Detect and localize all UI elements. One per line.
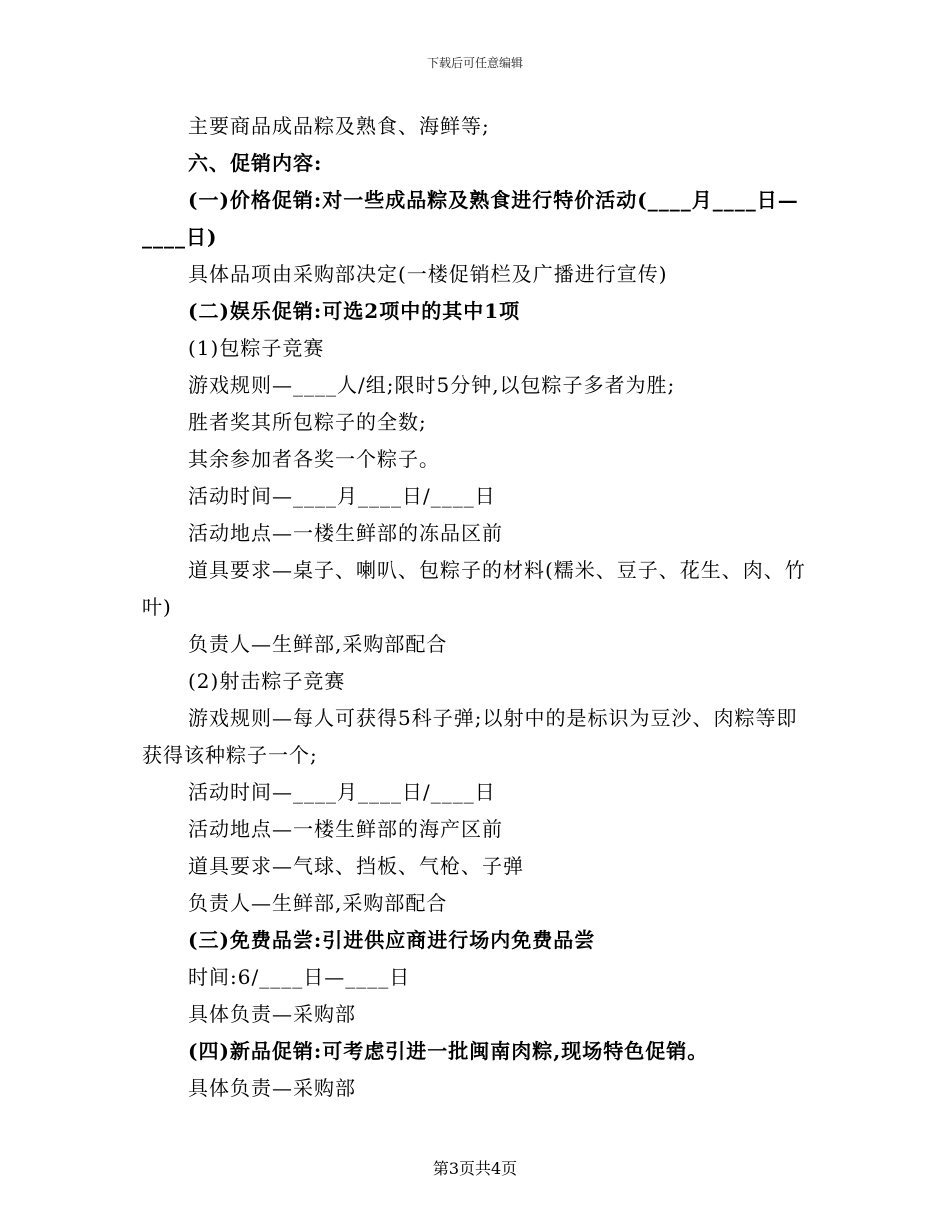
paragraph-event-location-1: 活动地点—一楼生鲜部的冻品区前 (188, 521, 503, 545)
paragraph-event-time-2: 活动时间—____月____日/____日 (188, 780, 496, 804)
paragraph-price-items: 具体品项由采购部决定(一楼促销栏及广播进行宣传) (188, 262, 668, 286)
section-heading-promo-content: 六、促销内容: (188, 151, 323, 175)
document-body (142, 108, 812, 1107)
paragraph-event-time-1: 活动时间—____月____日/____日 (188, 484, 496, 508)
item-zongzi-contest: (1)包粽子竞赛 (188, 336, 325, 360)
paragraph-1: 主要商品成品粽及熟食、海鲜等; (188, 114, 490, 138)
subsection-price-promo: (一)价格促销:对一些成品粽及熟食进行特价活动(____月____日—____日) (142, 188, 799, 249)
paragraph-owner-2: 负责人—生鲜部,采购部配合 (188, 891, 448, 915)
paragraph-tasting-owner: 具体负责—采购部 (188, 1002, 356, 1026)
paragraph-props-2: 道具要求—气球、挡板、气枪、子弹 (188, 854, 524, 878)
paragraph-game-rules-2: 游戏规则—每人可获得5科子弹;以射中的是标识为豆沙、肉粽等即获得该种粽子一个; (142, 706, 798, 767)
paragraph-other-prize: 其余参加者各奖一个粽子。 (188, 447, 440, 471)
item-shooting-contest: (2)射击粽子竞赛 (188, 669, 346, 693)
paragraph-winner-prize: 胜者奖其所包粽子的全数; (188, 410, 427, 434)
paragraph-new-product-owner: 具体负责—采购部 (188, 1076, 356, 1100)
paragraph-props-1: 道具要求—桌子、喇叭、包粽子的材料(糯米、豆子、花生、肉、竹叶) (142, 558, 806, 619)
page-header: 下载后可任意编辑 (426, 56, 523, 70)
subsection-free-tasting: (三)免费品尝:引进供应商进行场内免费品尝 (188, 928, 596, 952)
paragraph-tasting-time: 时间:6/____日—____日 (188, 965, 411, 989)
subsection-entertainment-promo: (二)娱乐促销:可选2项中的其中1项 (188, 299, 521, 323)
paragraph-event-location-2: 活动地点—一楼生鲜部的海产区前 (188, 817, 503, 841)
paragraph-owner-1: 负责人—生鲜部,采购部配合 (188, 632, 448, 656)
subsection-new-product-promo: (四)新品促销:可考虑引进一批闽南肉粽,现场特色促销。 (188, 1039, 709, 1063)
paragraph-game-rules-1: 游戏规则—____人/组;限时5分钟,以包粽子多者为胜; (188, 373, 676, 397)
page-footer: 第3页共4页 (432, 1159, 518, 1178)
